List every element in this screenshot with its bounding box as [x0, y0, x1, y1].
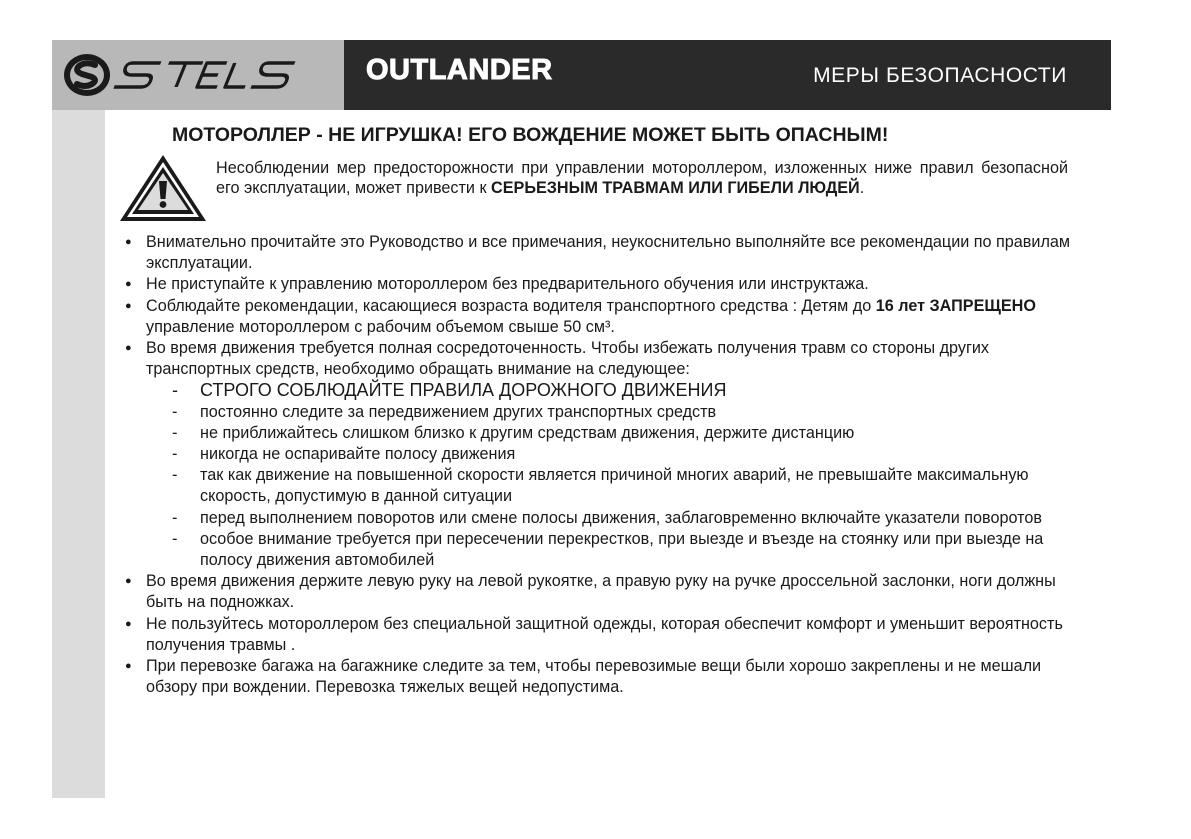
subrule-text: СТРОГО СОБЛЮДАЙТЕ ПРАВИЛА ДОРОЖНОГО ДВИЖЕНИЯ: [200, 380, 727, 401]
dash-mark: -: [172, 445, 178, 464]
side-margin-band: [52, 110, 105, 798]
rule-age-emphasis: 16 лет ЗАПРЕЩЕНО: [875, 296, 1036, 315]
rule-luggage: ● При перевозке багажа на багажнике следите за тем, чтобы перевозимые вещи были хорошо закреплены и не мешали обзору при вождении. Перевозка тяжелых вещей недопустима.: [122, 656, 1082, 698]
subrule-text: перед выполнением поворотов или смене полосы движения, заблаговременно включайте указатели поворотов: [200, 508, 1042, 527]
brand-logo: [62, 50, 334, 100]
manual-page: [52, 40, 1111, 798]
warning-paragraph: [216, 158, 1068, 198]
rule-hand-position: ● Во время движения держите левую руку на левой рукоятке, а правую руку на ручке дроссельной заслонки, ноги должны быть на подножках.: [122, 571, 1082, 613]
brand-logo-panel: [52, 40, 344, 110]
subrule-text: постоянно следите за передвижением других транспортных средств: [200, 402, 717, 421]
subrule-text: не приближайтесь слишком близко к другим средствам движения, держите дистанцию: [200, 423, 855, 442]
subrule-traffic-rules: [122, 380, 1082, 401]
subrule-turn-signals: [122, 508, 1082, 529]
rule-concentration: ● Во время движения требуется полная сосредоточенность. Чтобы избежать получения травм со стороны других транспортных средств, необходимо обращать внимание на следующее:: [122, 338, 1082, 380]
subrule-speed: [122, 465, 1082, 507]
section-title: МЕРЫ БЕЗОПАСНОСТИ: [813, 64, 1067, 87]
subrule-intersections: [122, 529, 1082, 571]
warning-triangle-icon: [118, 153, 208, 223]
page-headline: МОТОРОЛЛЕР - НЕ ИГРУШКА! ЕГО ВОЖДЕНИЕ МОЖЕТ БЫТЬ ОПАСНЫМ!: [172, 124, 889, 146]
rule-protective-gear: ● Не пользуйтесь мотороллером без специальной защитной одежды, которая обеспечит комфорт и уменьшит вероятность получения травмы .: [122, 614, 1082, 656]
warning-text: Несоблюдении мер предосторожности при управлении мотороллером, изложенных ниже правил безопасной его эксплуатации, может привести к: [216, 159, 1068, 197]
subrule-text: особое внимание требуется при пересечении перекрестков, при выезде и въезде на стоянку или при выезде на полосу движения автомобилей: [200, 529, 1044, 570]
dash-mark: -: [172, 466, 178, 485]
dash-mark: -: [172, 423, 178, 442]
subrule-text: никогда не оспаривайте полосу движения: [200, 445, 516, 464]
subrule-watch-traffic: [122, 402, 1082, 423]
rule-age-text: Соблюдайте рекомендации, касающиеся возраста водителя транспортного средства : Детям до: [146, 296, 876, 315]
rule-age-text-end: управление мотороллером с рабочим объемом свыше 50 см³.: [146, 317, 615, 336]
model-name: OUTLANDER: [366, 54, 553, 86]
warning-emphasis: СЕРЬЕЗНЫМ ТРАВМАМ ИЛИ ГИБЕЛИ ЛЮДЕЙ: [491, 179, 860, 197]
subrule-lane: [122, 444, 1082, 465]
dash-mark: -: [172, 508, 178, 527]
page-header: [52, 40, 1111, 110]
dash-mark: -: [172, 529, 178, 548]
rule-age: [122, 296, 1082, 338]
rule-read-manual: ● Внимательно прочитайте это Руководство и все примечания, неукоснительно выполняйте все рекомендации по правилам эксплуатации.: [122, 232, 1082, 274]
subrule-text: так как движение на повышенной скорости является причиной многих аварий, не превышайте максимальную скорость, допустимую в данной ситуации: [200, 466, 1029, 506]
subrule-keep-distance: [122, 423, 1082, 444]
dash-mark: -: [172, 402, 178, 421]
dash-mark: -: [172, 380, 178, 401]
rule-training: ● Не приступайте к управлению мотороллером без предварительного обучения или инструктажа.: [122, 274, 1082, 295]
safety-rules: [122, 232, 1082, 698]
warning-text-end: .: [859, 179, 865, 197]
